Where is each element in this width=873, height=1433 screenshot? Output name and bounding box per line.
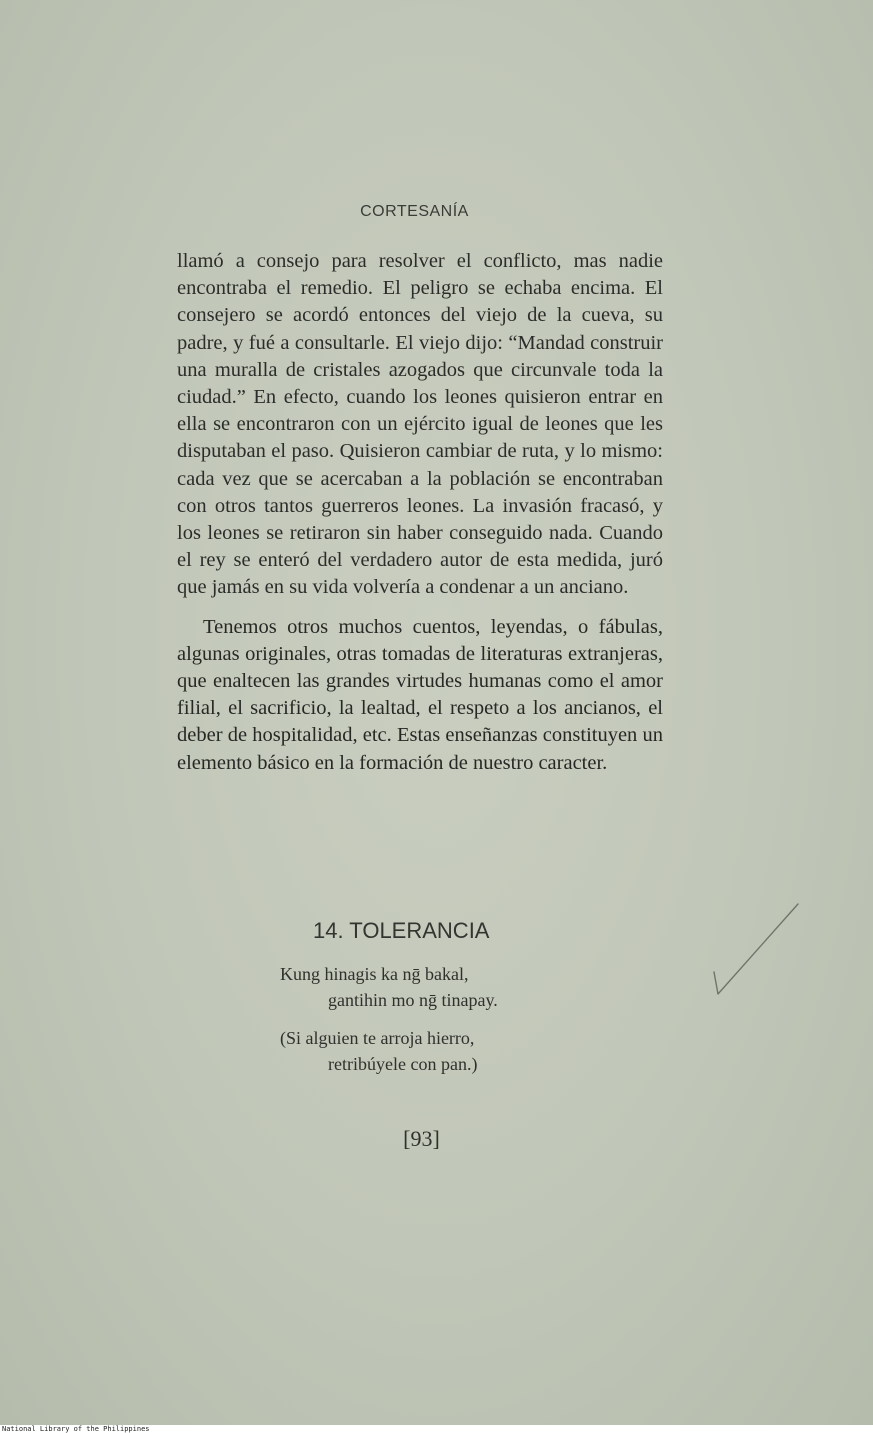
proverb-spanish-line1: (Si alguien te arroja hierro, — [280, 1028, 475, 1048]
paragraph-tales: Tenemos otros muchos cuentos, leyendas, o fábulas, algunas originales, otras tomadas de literaturas extranjeras, que enaltecen las grandes virtudes humanas como el amor filial, el sacrificio, la lealtad, el respeto a los ancianos, el deber de hospitalidad, etc. Estas enseñanzas constituyen un elemento básico en la formación de nuestro caracter. — [177, 615, 663, 774]
page-number: [93] — [403, 1126, 440, 1151]
proverb-tagalog-line2: gantihin mo nḡ tinapay. — [328, 990, 498, 1010]
proverb-spanish-line2: retribúyele con pan.) — [328, 1054, 478, 1074]
proverb-spanish — [280, 1025, 477, 1077]
checkmark-icon — [706, 902, 806, 1002]
footer-credit: National Library of the Philippines — [2, 1425, 150, 1433]
paragraph-continuation: llamó a consejo para resolver el conflicto, mas nadie encontraba el remedio. El peligro se echaba encima. El consejero se acordó entonces del viejo de la cueva, su padre, y fué a consultarle. El viejo dijo: “Mandad construir una muralla de cristales azogados que circunvale toda la ciudad.” En efecto, cuando los leones quisieron entrar en ella se encontraron con un ejército igual de leones que les disputaban el paso. Quisieron cambiar de ruta, y lo mismo: cada vez que se acercaban a la población se encontraban con otros tantos guerreros leones. La invasión fracasó, y los leones se retiraron sin haber conseguido nada. Cuando el rey se enteró del verdadero autor de esta medida, juró que jamás en su vida volvería a condenar a un anciano. — [177, 250, 663, 599]
running-head: CORTESANÍA — [360, 203, 469, 220]
section-heading: 14. TOLERANCIA — [313, 918, 490, 943]
proverb-tagalog-line1: Kung hinagis ka nḡ bakal, — [280, 964, 469, 984]
body-text — [177, 248, 663, 777]
proverb-tagalog — [280, 961, 498, 1013]
